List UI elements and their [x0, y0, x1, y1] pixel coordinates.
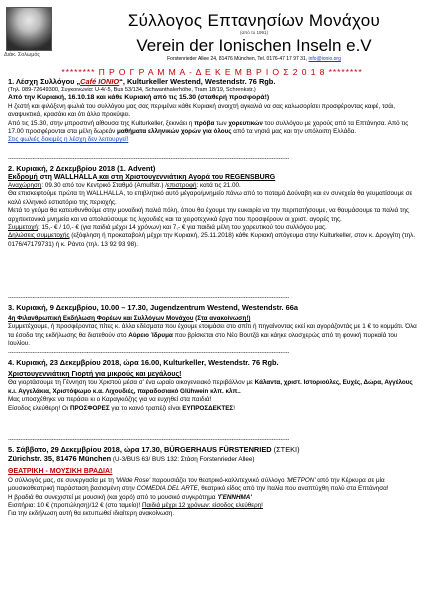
- s2-cost-text: : 15,- € / 10,- € (για παιδιά μέχρι 14 χρόνων) και 7,- € για παιδιά μέλη του χορευτικού του συλλόγου μας.: [37, 224, 327, 232]
- s3-p1a: Συμμετέχουμε, ή προσφέροντας πίτες κ. άλλα εδέσματα που έχουμε ετοιμάσει στο σπίτι ή πηγαίνοντας εκεί και αγοράζοντάς με 1 € το κομμάτι. Όλα τα έσοδα της εκδήλωσης θα διατεθούν στο: [8, 323, 417, 339]
- section-3: [8, 303, 418, 349]
- s5-heading-1: [8, 445, 418, 454]
- s2-decl-label: Δηλώσεις συμμετοχής: [8, 232, 70, 240]
- s2-title-c: και στη: [97, 174, 126, 181]
- s5-paragraph-2: [8, 494, 418, 502]
- s2-dep-text: : 09.30 από τον Κεντρικό Σταθμό (Arnulfstr.) /: [41, 182, 167, 189]
- s5-paragraph-4: Για την εκδήλωση αυτή θα εκτυπωθεί ιδιαίτερη ανακοίνωση.: [8, 510, 175, 518]
- s5-comedia: COMEDIA DEL ARTE: [136, 485, 198, 493]
- s3-event-c: τα ανακοίνωση!): [200, 315, 251, 322]
- s4-p1b: Κάλαντα, χριστ. Ιστοριούλες, Ευχές, Δώρα, Αγγέλους κ.ι. Αγγελάκια, Χριστόψωμο κ.α. Λιχουδιές, παραδοσιακό Glühwein κλπ. κλπ..: [8, 379, 413, 395]
- s2-ret-label: επιστροφή: [166, 182, 197, 189]
- s4-paragraph-3: [8, 405, 418, 413]
- s4-paragraph-1: [8, 379, 418, 396]
- s2-paragraph-2: Μετά το γεύμα θα κατευθυνθούμε στην μοναδική παλιά πόλη, όπου θα έχουμε την ευκαιρία να την περιπατήσουμε, να θαυμάσουμε τα παλιά της αρχιτεκτονικά μνημεία και να απολαύσουμε τις λιχουδιές και τα χειροτεχνικά έργα που προσφέρουν οι χριστ. αγορές της.: [8, 207, 409, 223]
- s2-dep-label: Αναχώρηση: [8, 182, 42, 189]
- s5-p1a: Ο σύλλογός μας, σε συνεργασία με τη: [8, 476, 116, 484]
- s3-foundation: Αύρειο Ίδρυμα: [128, 331, 173, 339]
- section-2: [8, 164, 418, 249]
- s1-sub: Από την Κυριακή, 16.10.18 και κάθε Κυριακή από τις 15.30 (σταθερή προσφορά!): [8, 94, 270, 102]
- s2-title-d: Χριστουγεννιάτικη Αγορά: [125, 174, 210, 181]
- title-german: Verein der Ionischen Inseln e.V: [136, 36, 372, 55]
- s2-heading: 2. Κυριακή, 2 Δεκεμβρίου 2018 (1. Advent): [8, 164, 156, 173]
- separator-2: *****************************************************************************************************************************************************************: [8, 297, 290, 302]
- s3-event-a: 4η Φιλανθρωπική Εκδήλωση Φορέων και Συλλόγων Μονάχου: [8, 315, 194, 322]
- s4-heading: 4. Κυριακή, 23 Δεκεμβρίου 2018, ώρα 16.00, Kulturkeller, Westendstr. 76 Rgb.: [8, 358, 279, 367]
- s1-paragraph-1: Η ζεστή και φιλόξενη φωλιά του συλλόγου μας σας περιμένει κάθε Κυριακή ανοιχτή αγκαλιά να σας καλωσορίσει προσφέροντας καφέ, τσάι, αναψυκτικά, κρασάκι και ότι άλλο προκύψει.: [8, 102, 396, 119]
- s2-title: [8, 173, 418, 182]
- s5-wilde-rose: 'Wilde Rose': [115, 476, 151, 484]
- s4-paragraph-2: Μας υποσχέθηκε να περάσει κι ο Καραγκιόζης για να ευχηθεί στα παιδιά!: [8, 396, 212, 404]
- s2-cost-label: Συμμετοχή: [8, 224, 38, 232]
- s5-heading-c: Zürichstr. 35, 81476 München: [8, 454, 112, 463]
- s1-p2b: των: [214, 119, 229, 127]
- s4-p3a: Είσοδος ελεύθερη! Οι: [8, 404, 70, 412]
- s1-p2a: Από τις 15.30, στην μπροστινή αίθουσα της Kulturkeller, ξεκινάει η: [8, 119, 195, 127]
- s3-event-b: (Σ: [193, 315, 201, 322]
- s5-p2a: Η βραδιά θα συνεχιστεί με μουσική (και χορό) από το μουσικό συγκρότημα: [8, 493, 218, 501]
- separator-3: *****************************************************************************************************************************************************************: [8, 352, 290, 357]
- s1-heading-b: “, Kulturkeller Westend, Westendstr. 76 Rgb.: [119, 77, 276, 86]
- title-greek: Σύλλογος Επτανησίων Μονάχου: [127, 11, 381, 30]
- s4-welcome: ΕΥΠΡΟΣΔΕΚΤΕΣ: [182, 404, 234, 412]
- s1-contact: (Τηλ. 089-72649300, Συγκοινωνία: U-4/-5, Bus 53/134, Schwanthalerhöhe, Tram 18/19, Schrenkstr.): [8, 87, 256, 93]
- s1-prova: πρόβα: [194, 119, 215, 127]
- address-line: [104, 56, 404, 62]
- cafe-name: Café IONIO: [80, 77, 120, 86]
- s2-title-b: στη WALLHALLA: [39, 174, 98, 181]
- s1-paragraph-2: [8, 120, 418, 137]
- s5-heading-d: (U-3/BUS 63/ BUS 132: Στάση Forstenrieder Allee): [111, 456, 255, 463]
- s5-p3a: Εισιτήρια: 10 € (προπώληση)/12 € (στο ταμείο)!: [8, 502, 142, 510]
- section-4: [8, 358, 418, 413]
- s4-p3e: !: [233, 404, 235, 412]
- s5-children-free: Παιδιά μέχρι 12 χρόνων: είσοδος ελεύθερη!: [141, 502, 263, 510]
- section-5: [8, 445, 418, 519]
- photo-caption: Διάκ. Σολωμός: [4, 52, 41, 58]
- email-link[interactable]: info@ionio.org: [308, 56, 341, 62]
- s5-heading-b: (ΣΤΕΚΙ): [271, 445, 300, 454]
- s5-heading-2: [8, 454, 418, 464]
- s4-offers: ΠΡΟΣΦΟΡΕΣ: [69, 404, 110, 412]
- s4-p1a: Θα γιορτάσουμε τη Γέννηση του Χριστού μέσα σ’ ένα ωραίο οικογενειακό περιβάλλον με: [8, 379, 255, 387]
- s5-p1g: , θεατρικό είδος από την Ιταλία που αναπτύχθη πολύ στα Επτάνησα!: [197, 485, 389, 493]
- s1-lessons: μαθήματα ελληνικών χορών για όλους: [117, 128, 232, 136]
- s4-p3c: για το καινό τραπέζι είναι: [109, 404, 183, 412]
- s1-dancers: χορευτικών: [228, 119, 263, 127]
- s1-p2c: του συλλόγου με χορούς από τα Επτάνησα. Από τις 17.00 προσφέρονται στα μέλη δωρεάν: [8, 119, 409, 136]
- s2-title-a: Εκδρομή: [8, 174, 40, 181]
- s2-title-f: REGENSBURG: [225, 174, 276, 181]
- s5-metpon: 'METPON': [286, 476, 316, 484]
- s3-paragraph-1: [8, 323, 418, 348]
- portrait-photo: [6, 7, 52, 51]
- separator-1: *****************************************************************************************************************************************************************: [8, 158, 290, 163]
- s1-closed-link[interactable]: Στις φωλιές δοκιμές η λέσχη δεν λειτουργεί!: [8, 136, 129, 144]
- since-text: (από το 1991): [240, 30, 268, 35]
- section-1: [8, 77, 418, 145]
- s2-paragraph-1: Θα επισκεφτούμε πρώτα τη WALLHALLA, το επιβλητικό αυτό μέγαρο/μνημείο πάνω από το ποταμό Δούναβη και εν συνεχεία θα γευματίσουμε σε καλό ελληνικό εστιατόριο της περιοχής.: [8, 190, 413, 206]
- s2-ret-text: : κατά τις 21.00.: [196, 182, 241, 189]
- program-title: ******** Π Ρ Ο Γ Ρ Α Μ Μ Α - Δ Ε Κ Ε Μ Β Ρ Ι Ο Σ 2 0 1 8 ********: [61, 67, 363, 77]
- s5-heading-a: 5. Σάββατο, 29 Δεκεμβρίου 2018, ώρα 17.30, BÜRGERHAUS FÜRSTENRIED: [8, 445, 272, 454]
- s1-heading-a: 1. Λέσχη Συλλόγου „: [8, 77, 81, 86]
- s2-declarations: [8, 232, 418, 249]
- s5-band: 'ΓΕΝΝΗΜΑ': [217, 493, 252, 501]
- address-text: Forstenrieder Allee 24, 81476 München, Tel. 0176-47 17 97 31,: [167, 56, 308, 62]
- s2-decl-text: (εξόφληση ή προκαταβολή μέχρι την Κυριακή, 25.11.2018) κάθε Κυριακή απόγευμα στην Kulturkeller, στον κ. Δρογγίτη (τηλ. 0176/47179731) ή κ. Ράντο (τηλ. 13 92 93 98).: [8, 232, 416, 248]
- s4-event: Χριστουγεννιάτικη Γιορτή για μικρούς και μεγάλους!: [8, 371, 182, 378]
- s5-p1e: από την Κέρκυρα σε μία μουσικοθεατρική παράσταση βασισμένη στην: [8, 476, 385, 493]
- s5-event: ΘΕΑΤΡΙΚΗ - ΜΟΥΣΙΚΗ ΒΡΑΔΙΑ!: [8, 468, 113, 476]
- s5-paragraph-1: [8, 477, 418, 494]
- s5-p1c: παρουσιάζει τον θεατρικό-καλλιτεχνικό σύλλογο: [150, 476, 287, 484]
- s2-title-e: του: [209, 174, 226, 181]
- separator-4: *****************************************************************************************************************************************************************: [8, 439, 290, 444]
- s3-p1c: που βρίσκεται στο Νέο Βουτζά και κάηκε ολοσχερώς από τη φονική πυρκαϊά του Ιουλίου.: [8, 331, 398, 348]
- s1-p2d: από τα νησιά μας και την υπόλοιπη Ελλάδα.: [231, 128, 357, 136]
- s3-heading: 3. Κυριακή, 9 Δεκεμβρίου, 10.00 – 17.30, Jugendzentrum Westend, Westendstr. 66a: [8, 303, 298, 312]
